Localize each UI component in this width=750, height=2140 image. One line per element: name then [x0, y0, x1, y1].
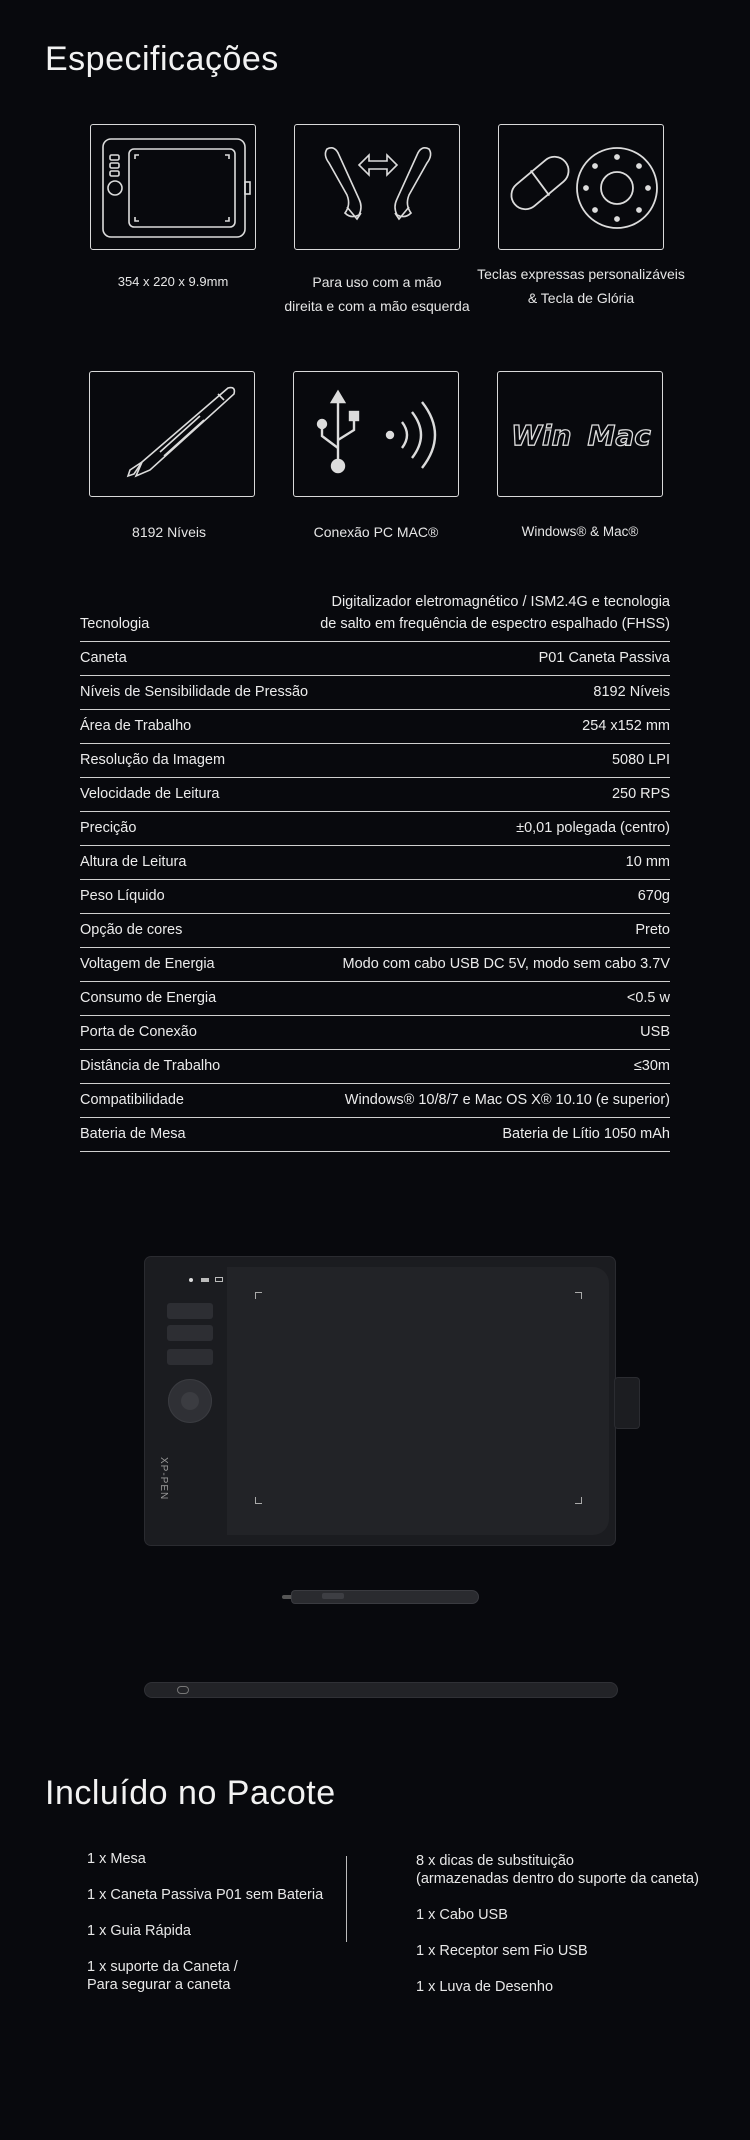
spec-label: Porta de Conexão	[80, 1024, 197, 1040]
spec-label: Velocidade de Leitura	[80, 786, 220, 802]
tablet-side-view-image	[145, 1683, 617, 1697]
package-item: 1 x Receptor sem Fio USB	[416, 1943, 588, 1959]
feature-caption-connection: Conexão PC MAC®	[313, 524, 439, 540]
spec-value: 670g	[637, 888, 670, 904]
feature-caption-size: 354 x 220 x 9.9mm	[117, 274, 229, 289]
spec-row	[80, 710, 670, 744]
spec-row	[80, 744, 670, 778]
spec-row	[80, 846, 670, 880]
spec-label: Peso Líquido	[80, 888, 165, 904]
feature-caption-levels: 8192 Níveis	[132, 524, 206, 540]
package-item: 1 x suporte da Caneta / Para segurar a caneta	[87, 1959, 238, 1993]
spec-row	[80, 588, 670, 642]
spec-row	[80, 914, 670, 948]
spec-label: Tecnologia	[80, 616, 150, 632]
spec-row	[80, 778, 670, 812]
package-item: 1 x Caneta Passiva P01 sem Bateria	[87, 1887, 324, 1903]
package-item: 1 x Cabo USB	[416, 1907, 508, 1923]
spec-value: ±0,01 polegada (centro)	[516, 820, 670, 836]
package-title: Incluído no Pacote	[45, 1774, 336, 1812]
express-key	[167, 1303, 213, 1319]
spec-value: Windows® 10/8/7 e Mac OS X® 10.10 (e superior)	[344, 1092, 670, 1108]
both-hands-pen-icon	[294, 124, 460, 250]
spec-value: USB	[640, 1024, 670, 1040]
feature-caption-os: Windows® & Mac®	[521, 524, 639, 539]
pen-icon	[89, 371, 255, 497]
win-label: Win	[511, 418, 572, 452]
spec-value: Bateria de Lítio 1050 mAh	[502, 1126, 670, 1142]
package-item: 1 x Mesa	[87, 1851, 146, 1867]
spec-row	[80, 1050, 670, 1084]
spec-row	[80, 1118, 670, 1152]
mac-label: Mac	[587, 418, 651, 452]
spec-value: <0.5 w	[626, 990, 670, 1006]
spec-label: Opção de cores	[80, 922, 183, 938]
spec-row	[80, 642, 670, 676]
spec-row	[80, 880, 670, 914]
pen-product-image	[282, 1590, 478, 1604]
specs-title: Especificações	[45, 40, 279, 78]
usb-wireless-icon	[293, 371, 459, 497]
spec-label: Caneta	[80, 650, 127, 666]
spec-row	[80, 1084, 670, 1118]
win-mac-icon	[497, 371, 663, 497]
tablet-outline-icon	[90, 124, 256, 250]
spec-row	[80, 812, 670, 846]
spec-value: ≤30m	[633, 1058, 670, 1074]
status-leds	[189, 1277, 225, 1283]
spec-label: Voltagem de Energia	[80, 956, 215, 972]
spec-value: 250 RPS	[611, 786, 670, 802]
express-key	[167, 1325, 213, 1341]
tablet-product-image	[145, 1257, 615, 1545]
spec-row	[80, 982, 670, 1016]
spec-value: Preto	[635, 922, 670, 938]
spec-row	[80, 676, 670, 710]
spec-value: 10 mm	[625, 854, 670, 870]
brand-logo: XP-PEN	[158, 1457, 169, 1501]
feature-caption-hands: Para uso com a mão direita e com a mão esquerda	[284, 274, 470, 314]
express-key	[167, 1349, 213, 1365]
package-item: 1 x Guia Rápida	[87, 1923, 191, 1939]
dial-wheel	[168, 1379, 212, 1423]
package-item: 8 x dicas de substituição (armazenadas dentro do suporte da caneta)	[416, 1853, 699, 1887]
spec-label: Distância de Trabalho	[80, 1058, 221, 1074]
package-item: 1 x Luva de Desenho	[416, 1979, 554, 1995]
spec-value: Digitalizador eletromagnético / ISM2.4G e tecnologia de salto em frequência de espectro espalhado (FHSS)	[320, 594, 670, 632]
spec-label: Níveis de Sensibilidade de Pressão	[80, 684, 309, 700]
spec-value: 254 x152 mm	[582, 718, 670, 734]
spec-value: 8192 Níveis	[593, 684, 670, 700]
spec-label: Consumo de Energia	[80, 990, 217, 1006]
spec-value: Modo com cabo USB DC 5V, modo sem cabo 3.7V	[342, 956, 670, 972]
spec-value: 5080 LPI	[611, 752, 670, 768]
package-divider	[346, 1856, 347, 1942]
wireless-receiver-dongle	[615, 1378, 639, 1428]
spec-label: Compatibilidade	[80, 1092, 184, 1108]
feature-caption-keys: Teclas expressas personalizáveis & Tecla de Glória	[477, 266, 685, 306]
spec-row	[80, 948, 670, 982]
spec-row	[80, 1016, 670, 1050]
spec-value: P01 Caneta Passiva	[538, 650, 670, 666]
spec-table	[80, 588, 670, 1152]
spec-label: Resolução da Imagem	[80, 752, 226, 768]
spec-label: Bateria de Mesa	[80, 1126, 186, 1142]
spec-label: Altura de Leitura	[80, 854, 187, 870]
spec-label: Área de Trabalho	[80, 718, 192, 734]
spec-label: Precição	[80, 820, 137, 836]
express-keys-dial-icon	[498, 124, 664, 250]
